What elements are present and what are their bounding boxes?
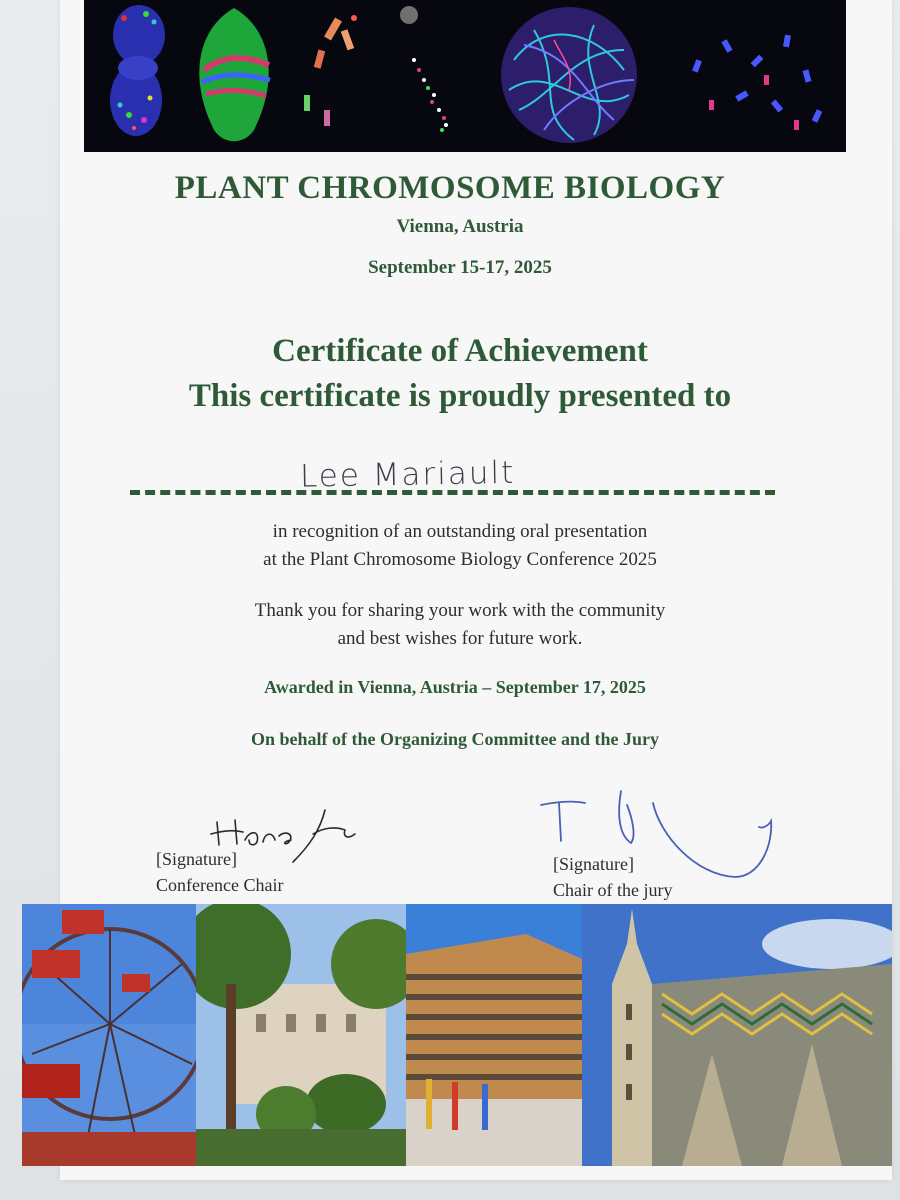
recognition-line-2: at the Plant Chromosome Biology Conference 2025 [263,549,657,570]
conference-location: Vienna, Austria [396,216,524,237]
signature-role-right: Chair of the jury [553,880,673,900]
signature-label-right: [Signature] [553,854,634,874]
signature-block-right [553,851,672,903]
banner-image-2 [184,0,284,152]
modern-building-photo [406,904,582,1166]
conference-title: PLANT CHROMOSOME BIOLOGY [174,170,726,206]
banner-image-6 [664,0,846,152]
banner-image-5 [474,0,664,152]
signature-label-left: [Signature] [156,849,237,869]
thanks-line-2: and best wishes for future work. [337,628,583,649]
awarded-text: Awarded in Vienna, Austria – September 17, 2025 [264,677,646,697]
banner-image-3 [284,0,384,152]
certificate-title: Certificate of Achievement [272,333,648,369]
cathedral-photo [582,904,892,1166]
thanks-text [0,597,900,653]
palace-garden-photo [196,904,406,1166]
recipient-name: Lee Mariault [299,454,516,495]
signature-role-left: Conference Chair [156,875,284,895]
thanks-line-1: Thank you for sharing your work with the community [254,600,666,621]
recognition-text [0,518,900,574]
certificate-subtitle: This certificate is proudly presented to [188,378,732,414]
chromosome-banner [84,0,846,152]
vienna-photo-strip [22,904,892,1166]
banner-image-4 [384,0,474,152]
on-behalf-text: On behalf of the Organizing Committee and the Jury [251,729,659,749]
recipient-line [130,490,775,495]
signature-block-left [156,846,283,898]
recognition-line-1: in recognition of an outstanding oral presentation [272,521,648,542]
conference-dates: September 15-17, 2025 [368,257,552,278]
ferris-wheel-photo [22,904,196,1166]
banner-image-1 [84,0,184,152]
